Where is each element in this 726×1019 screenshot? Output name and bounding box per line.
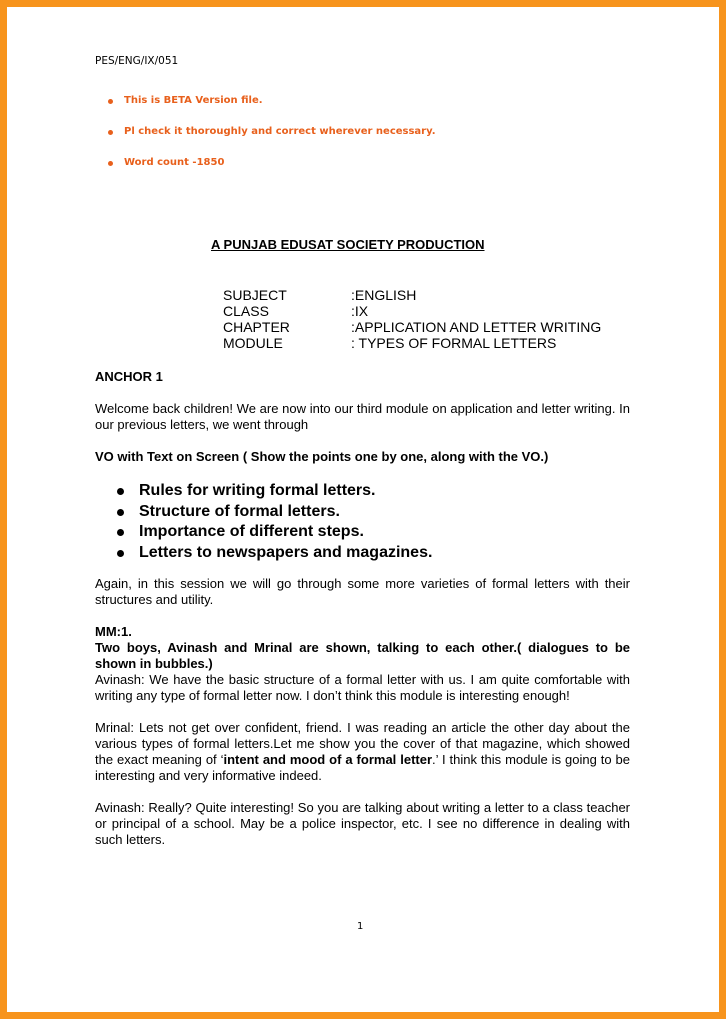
meta-key: MODULE (223, 335, 283, 351)
emphasis-text: intent and mood of a formal letter (223, 752, 433, 767)
page-number: 1 (357, 921, 364, 932)
script-body (95, 369, 630, 864)
vo-point: Rules for writing formal letters. (117, 481, 630, 502)
vo-point: Letters to newspapers and magazines. (117, 543, 630, 564)
production-title: A PUNJAB EDUSAT SOCIETY PRODUCTION (211, 237, 485, 252)
document-page: PES/ENG/IX/051 This is BETA Version file. Pl check it thoroughly and correct wherever necessary. Word count -1850 A PUNJAB EDUSAT SOCIETY PRODUCTION SUBJECT :ENGLISH CLASS :IX CHAPTER :APPLICATION AND LETTER WRITING MODULE : TYPES OF FORMAL LETTERS ANCHOR 1 Welcome back children! We are now into our third module on application and letter writing. In our previous letters, we went through VO with Text on Screen ( Show the points one by one, along with the VO.) Rules for writing formal letters. Structure of formal letters. Importance of different steps. Letters to newspapers and magazines. Again, in this session we will go through some more varieties of formal letters with their structures and utility. MM:1. Two boys, Avinash and Mrinal are shown, talking to each other.( dialogues to be shown in bubbles.) Avinash: We have the basic structure of a formal letter with us. I am quite comfortable with writing any type of formal letter now. I don’t think this module is interesting enough! Mrinal: Lets not get over confident, friend. I was reading an article the other day about the various types of formal letters.Let me show you the cover of that magazine, which showed the exact meaning of ‘intent and mood of a formal letter.’ I think this module is going to be interesting and very informative indeed. Avinash: Really? Quite interesting! So you are talking about writing a letter to a class teacher or principal of a school. May be a police inspector, etc. I see no difference in dealing with such letters. 1 (7, 7, 719, 1012)
dialogue-mrinal-1: Mrinal: Lets not get over confident, friend. I was reading an article the other day about the various types of formal letters.Let me show you the cover of that magazine, which showed the exact meaning of ‘intent and mood of a formal letter.’ I think this module is going to be interesting and very informative indeed. (95, 720, 630, 783)
dialogue-avinash-1: Avinash: We have the basic structure of a formal letter with us. I am quite comfortable with writing any type of formal letter now. I don’t think this module is interesting enough! (95, 672, 630, 703)
vo-point: Structure of formal letters. (117, 502, 630, 523)
bullet-icon (117, 509, 124, 516)
vo-points (95, 481, 630, 563)
meta-value: :IX (351, 303, 369, 319)
vo-heading: VO with Text on Screen ( Show the points one by one, along with the VO.) (95, 449, 549, 464)
bullet-icon (108, 130, 113, 135)
meta-value: :ENGLISH (351, 287, 417, 303)
meta-key: SUBJECT (223, 287, 287, 303)
bullet-icon (108, 161, 113, 166)
bullet-icon (117, 529, 124, 536)
document-id: PES/ENG/IX/051 (95, 55, 179, 67)
anchor-heading: ANCHOR 1 (95, 369, 163, 384)
dialogue-avinash-2: Avinash: Really? Quite interesting! So you are talking about writing a letter to a class teacher or principal of a school. May be a police inspector, etc. I see no difference in dealing with such letters. (95, 800, 630, 847)
bullet-icon (117, 488, 124, 495)
again-paragraph: Again, in this session we will go through some more varieties of formal letters with their structures and utility. (95, 576, 630, 607)
meta-key: CHAPTER (223, 319, 290, 335)
intro-paragraph: Welcome back children! We are now into our third module on application and letter writing. In our previous letters, we went through (95, 401, 630, 432)
meta-value: :APPLICATION AND LETTER WRITING (351, 319, 602, 335)
meta-value: : TYPES OF FORMAL LETTERS (351, 335, 557, 351)
meta-key: CLASS (223, 303, 269, 319)
mm-label: MM:1. (95, 624, 132, 639)
bullet-icon (117, 550, 124, 557)
mm-section (95, 624, 630, 704)
bullet-icon (108, 99, 113, 104)
mm-direction: Two boys, Avinash and Mrinal are shown, talking to each other.( dialogues to be shown in bubbles.) (95, 640, 630, 671)
vo-point: Importance of different steps. (117, 522, 630, 543)
